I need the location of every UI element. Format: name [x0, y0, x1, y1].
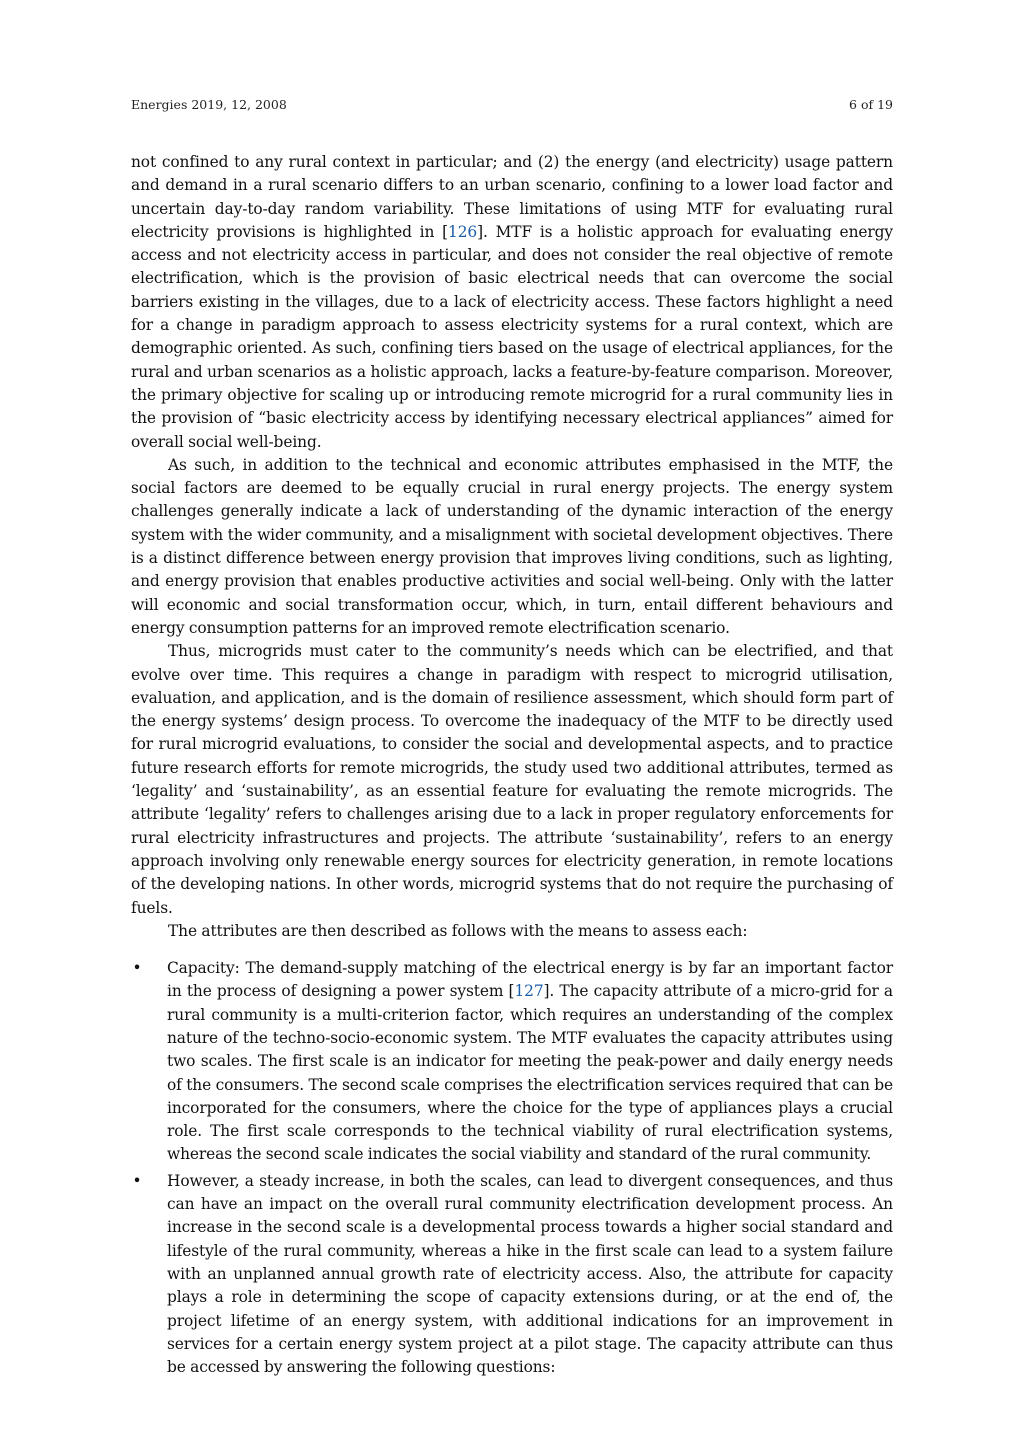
- list-item-scales: • However, a steady increase, in both the scales, can lead to divergent consequences, and thus can have an impact on the overall rural community electrification development process. An increase in the second scale is a developmental process towards a higher social standard and lifestyle of the rural community, whereas a hike in the first scale can lead to a system failure with an unplanned annual growth rate of electricity access. Also, the attribute for capacity plays a role in determining the scope of capacity extensions during, or at the end of, the project lifetime of an energy system, with additional indications for an improvement in services for a certain energy system project at a pilot stage. The capacity attribute can thus be accessed by answering the following questions:: [132, 1171, 893, 1377]
- list-item-capacity: • Capacity: The demand-supply matching of the electrical energy is by far an important factor in the process of designing a power system [127]. The capacity attribute of a micro-grid for a rural community is a multi-criterion factor, which requires an understanding of the complex nature of the techno-socio-economic system. The MTF evaluates the capacity attributes using two scales. The first scale is an indicator for meeting the peak-power and daily energy needs of the consumers. The second scale comprises the electrification services required that can be incorporated for the consumers, where the choice for the type of appliances plays a crucial role. The first scale corresponds to the technical viability of rural electrification systems, whereas the second scale indicates the social viability and standard of the rural community.: [132, 959, 894, 1164]
- bullet-icon: •: [132, 959, 142, 978]
- citation-link[interactable]: 126: [448, 222, 478, 241]
- bullet-icon: •: [132, 1171, 142, 1190]
- paragraph-attributes-intro: The attributes are then described as follows with the means to assess each:: [168, 921, 748, 940]
- article-number: , 2008: [247, 97, 287, 112]
- running-header: Energies 2019, 12, 2008 6 of 19: [131, 95, 893, 115]
- citation-link[interactable]: 127: [514, 982, 544, 1001]
- page-number: 6 of 19: [849, 97, 893, 112]
- journal-volume: 12: [231, 97, 248, 112]
- body-text: [131, 151, 893, 1382]
- paragraph-continued: not confined to any rural context in particular; and (2) the energy (and electricity) usage pattern and demand in a rural scenario differs to an urban scenario, confining to a lower load factor and uncertain day-to-day random variability. These limitations of using MTF for evaluating rural electricity provisions is highlighted in [126]. MTF is a holistic approach for evaluating energy access and not electricity access in particular, and does not consider the real objective of remote electrification, which is the provision of basic electrical needs that can overcome the social barriers existing in the villages, due to a lack of electricity access. These factors highlight a need for a change in paradigm approach to assess electricity systems for a rural context, which are demographic oriented. As such, confining tiers based on the usage of electrical appliances, for the rural and urban scenarios as a holistic approach, lacks a feature-by-feature comparison. Moreover, the primary objective for scaling up or introducing remote microgrid for a rural community lies in the provision of “basic electricity access by identifying necessary electrical appliances” aimed for overall social well-being.: [131, 153, 893, 451]
- paragraph-social-factors: As such, in addition to the technical and economic attributes emphasised in the MTF, the social factors are deemed to be equally crucial in rural energy projects. The energy system challenges generally indicate a lack of understanding of the dynamic interaction of the energy system with the wider community, and a misalignment with societal development objectives. There is a distinct difference between energy provision that improves living conditions, such as lighting, and energy provision that enables productive activities and social well-being. Only with the latter will economic and social transformation occur, which, in turn, entail different behaviours and energy consumption patterns for an improved remote electrification scenario.: [131, 455, 893, 637]
- journal-year: 2019: [191, 97, 224, 112]
- journal-name: Energies: [131, 97, 188, 112]
- paragraph-microgrids: Thus, microgrids must cater to the community’s needs which can be electrified, and that evolve over time. This requires a change in paradigm with respect to microgrid utilisation, evaluation, and application, and is the domain of resilience assessment, which should form part of the energy systems’ design process. To overcome the inadequacy of the MTF to be directly used for rural microgrid evaluations, to consider the social and developmental aspects, and to practice future research efforts for remote microgrids, the study used two additional attributes, termed as ‘legality’ and ‘sustainability’, as an essential feature for evaluating the remote microgrids. The attribute ‘legality’ refers to challenges arising due to a lack in proper regulatory enforcements for rural electricity infrastructures and projects. The attribute ‘sustainability’, refers to an energy approach involving only renewable energy sources for electricity generation, in remote locations of the developing nations. In other words, microgrid systems that do not require the purchasing of fuels.: [131, 642, 893, 917]
- attribute-list: [131, 957, 893, 1379]
